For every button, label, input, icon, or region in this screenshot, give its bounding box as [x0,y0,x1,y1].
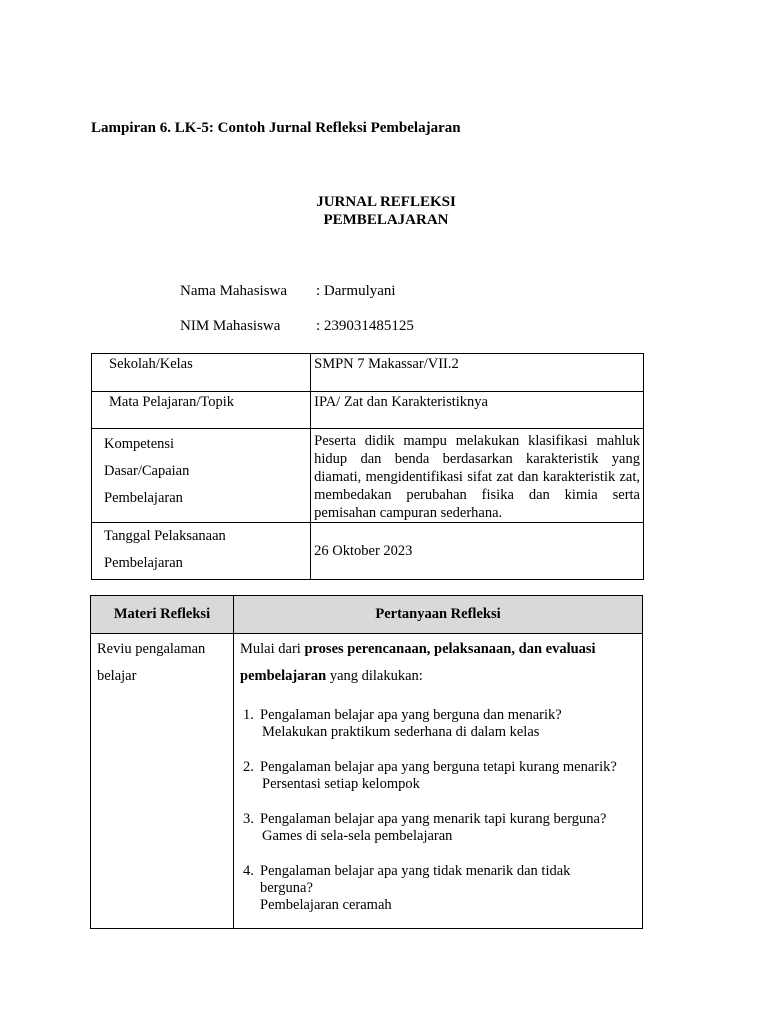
header-materi-refleksi: Materi Refleksi [91,596,234,634]
table-row [92,354,644,392]
lesson-info-table [91,353,644,580]
questions-cell [234,634,643,929]
implementation-date-value: 26 Oktober 2023 [311,523,644,580]
document-title-line2: PEMBELAJARAN [323,212,449,228]
school-class-value: SMPN 7 Makassar/VII.2 [311,354,644,392]
document-title [0,193,768,229]
table-row [91,634,643,929]
student-name-label: Nama Mahasiswa [180,283,288,299]
document-title-line1: JURNAL REFLEKSI [316,194,456,210]
implementation-date-label: Tanggal Pelaksanaan Pembelajaran [92,523,311,580]
table-row [92,392,644,429]
competency-value: Peserta didik mampu melakukan klasifikasi mahluk hidup dan benda berdasarkan karakteristik yang diamati, mengidentifikasi sifat zat dan karakteristik zat, membedakan perubahan fisika dan kimia serta pemisahan campuran sederhana. [311,429,644,523]
reflection-questions [240,707,636,914]
reflection-intro: Mulai dari proses perencanaan, pelaksanaan, dan evaluasi pembelajaran yang dilakukan: [240,641,596,684]
subject-topic-label: Mata Pelajaran/Topik [92,392,311,429]
competency-label: Kompetensi Dasar/Capaian Pembelajaran [92,429,311,523]
student-id-label: NIM Mahasiswa [180,318,281,334]
table-header-row [91,596,643,634]
header-pertanyaan-refleksi: Pertanyaan Refleksi [234,596,643,634]
subject-topic-value: IPA/ Zat dan Karakteristiknya [311,392,644,429]
appendix-heading: Lampiran 6. LK-5: Contoh Jurnal Refleksi Pembelajaran [91,120,461,136]
table-row [92,523,644,580]
list-item: 3. Pengalaman belajar apa yang menarik tapi kurang berguna? Games di sela-sela pembelajaran [243,811,607,844]
list-item: 4. Pengalaman belajar apa yang tidak menarik dan tidak berguna? Pembelajaran ceramah [243,863,571,913]
list-item: 2. Pengalaman belajar apa yang berguna tetapi kurang menarik? Persentasi setiap kelompok [243,759,617,792]
materi-cell: Reviu pengalaman belajar [91,634,234,929]
student-name-value: : Darmulyani [316,283,396,299]
reflection-table [90,595,643,929]
table-row [92,429,644,523]
school-class-label: Sekolah/Kelas [92,354,311,392]
list-item: 1. Pengalaman belajar apa yang berguna dan menarik? Melakukan praktikum sederhana di dalam kelas [243,707,562,740]
student-id-value: : 239031485125 [316,318,414,334]
